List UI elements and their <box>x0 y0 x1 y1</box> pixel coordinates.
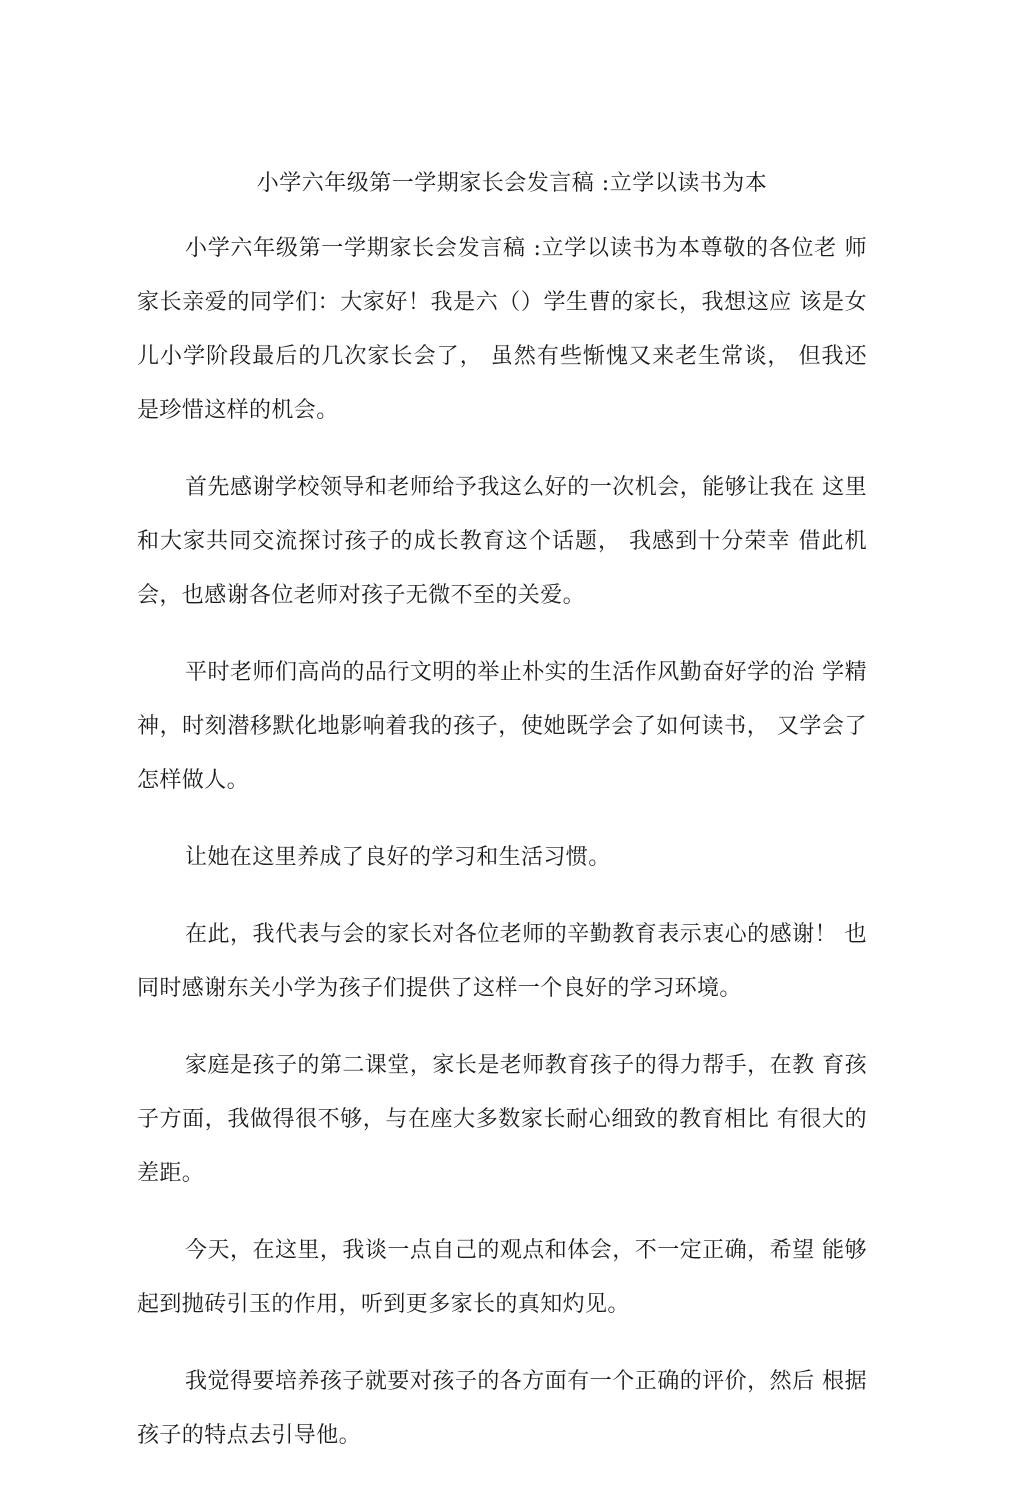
paragraph: 首先感谢学校领导和老师给予我这么好的一次机会，能够让我在 这里和大家共同交流探讨孩子的成长教育这个话题， 我感到十分荣幸 借此机会，也感谢各位老师对孩子无微不至的关爱。 <box>137 475 867 608</box>
document-title: 小学六年级第一学期家长会发言稿 :立学以读书为本 <box>256 171 768 196</box>
paragraph: 让她在这里养成了良好的学习和生活习惯。 <box>185 845 611 870</box>
paragraph: 今天，在这里，我谈一点自己的观点和体会，不一定正确，希望 能够起到抛砖引玉的作用，听到更多家长的真知灼见。 <box>137 1238 867 1317</box>
paragraph: 家庭是孩子的第二课堂，家长是老师教育孩子的得力帮手，在教 育孩子方面，我做得很不够，与在座大多数家长耐心细致的教育相比 有很大的差距。 <box>137 1053 867 1186</box>
paragraph: 我觉得要培养孩子就要对孩子的各方面有一个正确的评价，然后 根据孩子的特点去引导他。 <box>137 1369 867 1448</box>
document-body <box>137 222 867 1486</box>
paragraph: 平时老师们高尚的品行文明的举止朴实的生活作风勤奋好学的治 学精神，时刻潜移默化地影响着我的孩子，使她既学会了如何读书， 又学会了怎样做人。 <box>137 660 867 793</box>
paragraph: 在此，我代表与会的家长对各位老师的辛勤教育表示衷心的感谢！ 也同时感谢东关小学为孩子们提供了这样一个良好的学习环境。 <box>137 922 867 1001</box>
paragraph: 小学六年级第一学期家长会发言稿 :立学以读书为本尊敬的各位老 师家长亲爱的同学们：大家好！我是六（）学生曹的家长，我想这应 该是女儿小学阶段最后的几次家长会了， 虽然有些惭愧又来老生常谈， 但我还是珍惜这样的机会。 <box>137 236 867 423</box>
